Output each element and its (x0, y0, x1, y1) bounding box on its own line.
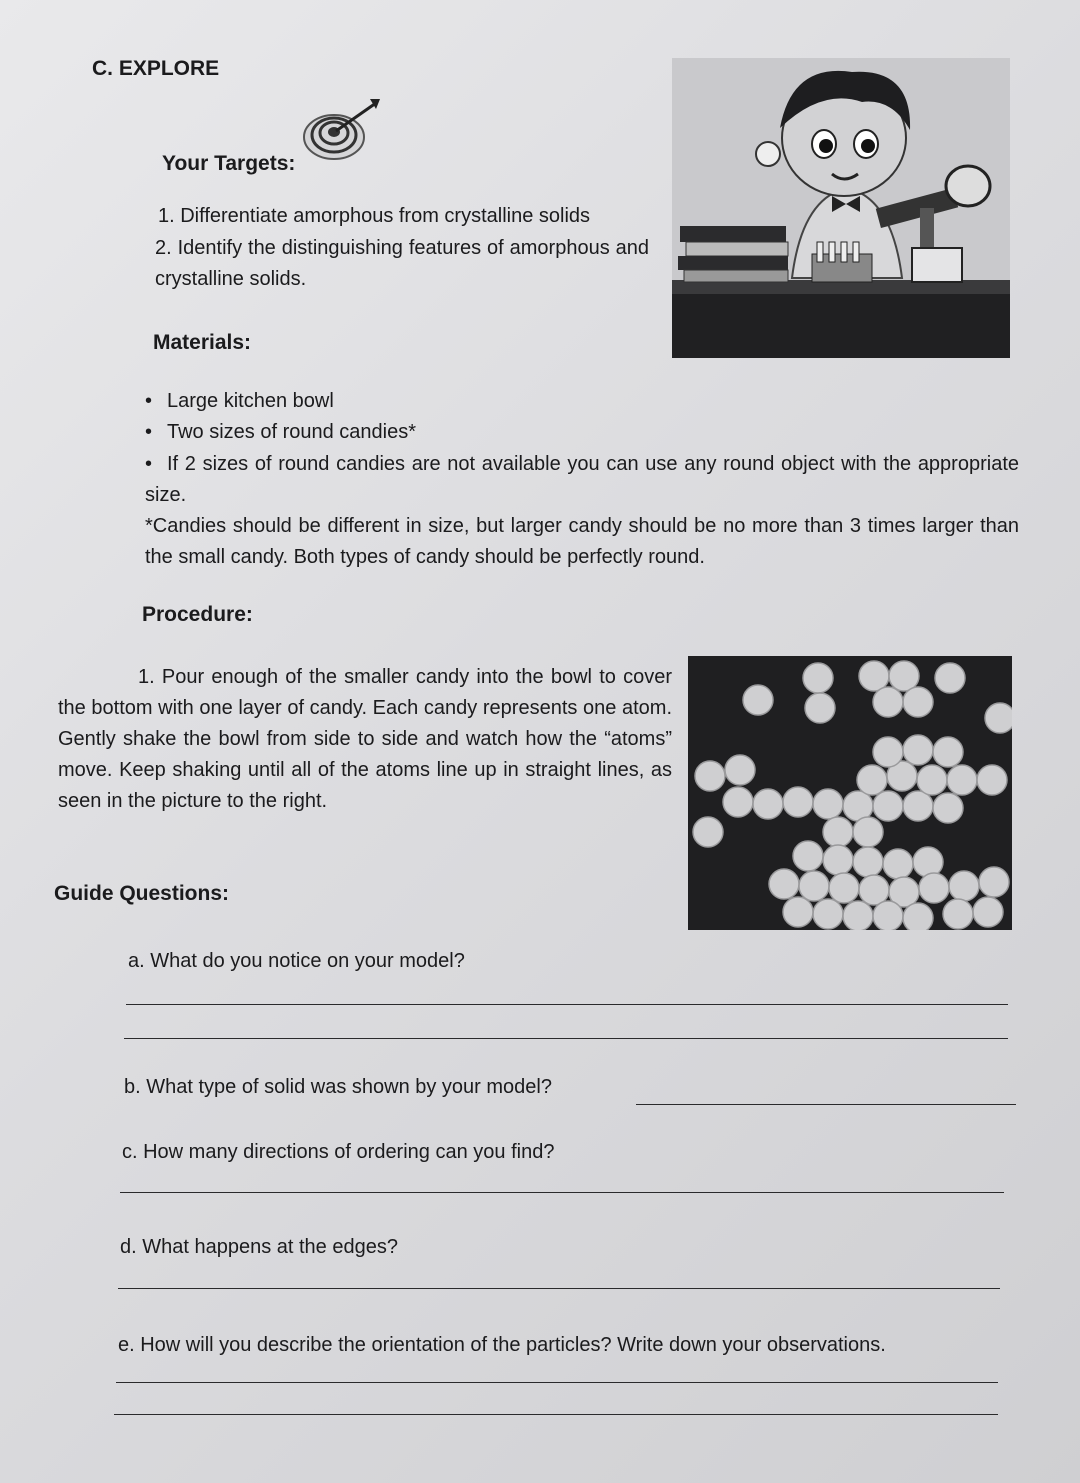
bullet: • (145, 453, 153, 475)
answer-line[interactable] (114, 1414, 998, 1415)
answer-line[interactable] (126, 1004, 1008, 1005)
scientist-illustration (672, 58, 1010, 358)
material-label: Two sizes of round candies* (167, 421, 417, 443)
answer-line[interactable] (120, 1192, 1004, 1193)
target-item: 1. Differentiate amorphous from crystalline solids (158, 205, 591, 227)
answer-line[interactable] (118, 1288, 1000, 1289)
question-a: a. What do you notice on your model? (128, 950, 465, 972)
section-title: C. EXPLORE (92, 57, 220, 80)
guide-questions-heading: Guide Questions: (54, 882, 230, 905)
question-b: b. What type of solid was shown by your model? (124, 1076, 552, 1098)
material-item (145, 386, 334, 417)
procedure-heading: Procedure: (142, 603, 253, 626)
procedure-step: 1. Pour enough of the smaller candy into the bowl to cover the bottom with one layer of candy. Each candy represents one atom. Gently shake the bowl from side to side and watch how the “atoms” move. Keep shaking until all of the atoms line up in straight lines, as seen in the picture to the right. (58, 666, 672, 812)
question-d: d. What happens at the edges? (120, 1236, 398, 1258)
bullet: • (145, 390, 153, 412)
target-item: 2. Identify the distinguishing features of amorphous and crystalline solids. (155, 237, 649, 290)
target-icon (298, 95, 384, 165)
material-label: Large kitchen bowl (167, 390, 334, 412)
material-item (145, 449, 1019, 511)
bullet: • (145, 421, 153, 443)
question-e: e. How will you describe the orientation of the particles? Write down your observations. (118, 1334, 886, 1356)
answer-line[interactable] (636, 1104, 1016, 1105)
materials-heading: Materials: (153, 331, 252, 354)
material-label: If 2 sizes of round candies are not available you can use any round object with the appropriate size. (145, 453, 1019, 506)
materials-note: *Candies should be different in size, but larger candy should be no more than 3 times larger than the small candy. Both types of candy should be perfectly round. (145, 515, 1019, 568)
answer-line[interactable] (124, 1038, 1008, 1039)
candy-photo (688, 656, 1012, 930)
answer-line[interactable] (116, 1382, 998, 1383)
targets-heading: Your Targets: (162, 152, 296, 175)
question-c: c. How many directions of ordering can you find? (122, 1141, 555, 1163)
material-item (145, 417, 416, 448)
